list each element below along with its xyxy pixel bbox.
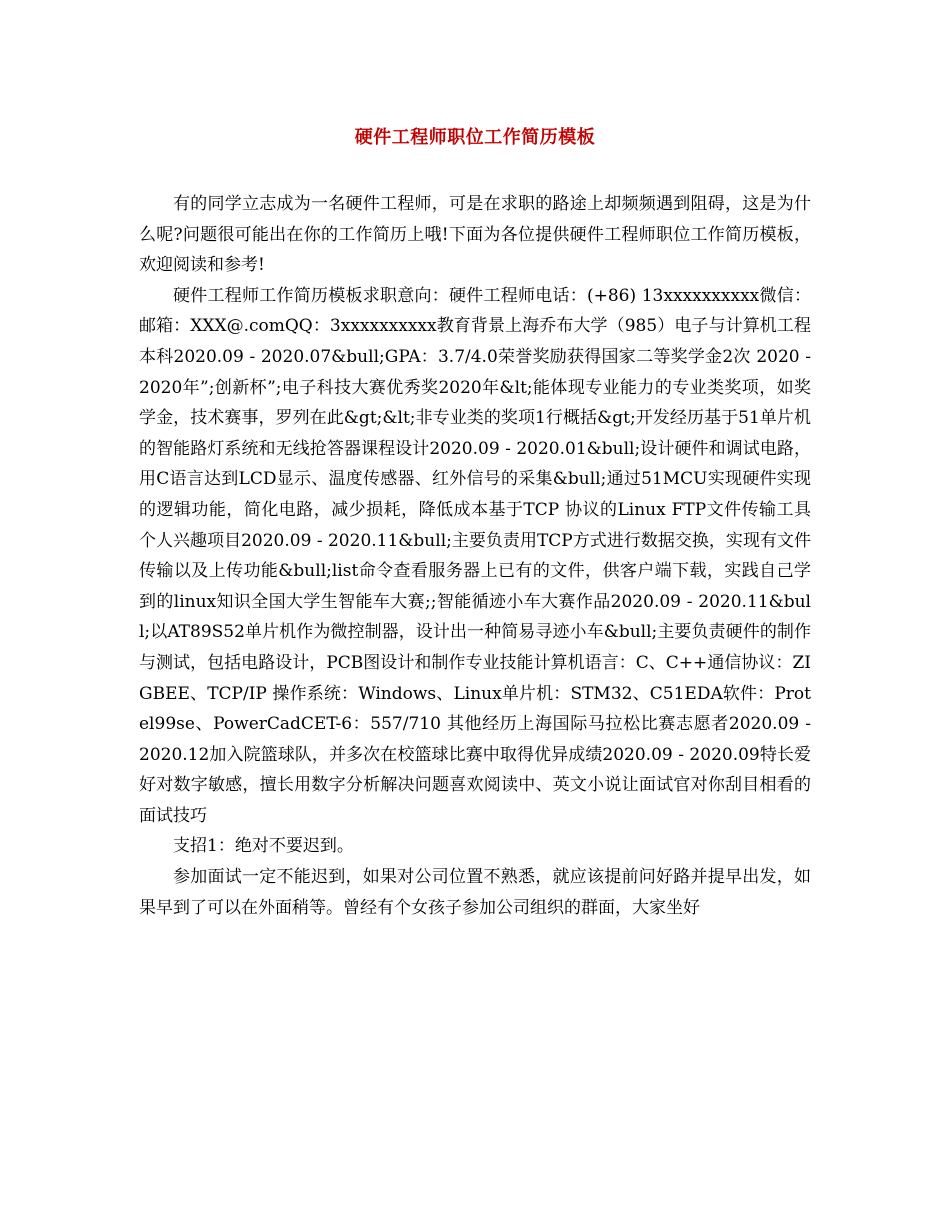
resume-template-paragraph: 硬件工程师工作简历模板求职意向：硬件工程师电话：(+86) 13xxxxxxxxxx微信：邮箱：XXX@.comQQ：3xxxxxxxxxx教育背景上海乔布大学（985）电子与计算机工程本科2020.09 - 2020.07&bull;GPA：3.7/4.0荣誉奖励获得国家二等奖学金2次 2020 - 2020年”;创新杯”;电子科技大赛优秀奖2020年&lt;能体现专业能力的专业类奖项，如奖学金，技术赛事，罗列在此&gt;&lt;非专业类的奖项1行概括&gt;开发经历基于51单片机的智能路灯系统和无线抢答器课程设计2020.09 - 2020.01&bull;设计硬件和调试电路，用C语言达到LCD显示、温度传感器、红外信号的采集&bull;通过51MCU实现硬件实现的逻辑功能，简化电路，减少损耗，降低成本基于TCP 协议的Linux FTP文件传输工具个人兴趣项目2020.09 - 2020.11&bull;主要负责用TCP方式进行数据交换，实现有文件传输以及上传功能&bull;list命令查看服务器上已有的文件，供客户端下载，实践自己学到的linux知识全国大学生智能车大赛;;智能循迹小车大赛作品2020.09 - 2020.11&bull;以AT89S52单片机作为微控制器，设计出一种简易寻迹小车&bull;主要负责硬件的制作与测试，包括电路设计，PCB图设计和制作专业技能计算机语言：C、C++通信协议：ZIGBEE、TCP/IP 操作系统：Windows、Linux单片机：STM32、C51EDA软件：Protel99se、PowerCadCET-6：557/710 其他经历上海国际马拉松比赛志愿者2020.09 - 2020.12加入院篮球队，并多次在校篮球比赛中取得优异成绩2020.09 - 2020.09特长爱好对数字敏感，擅长用数字分析解决问题喜欢阅读中、英文小说让面试官对你刮目相看的面试技巧 xyxy=(139,285,811,826)
document-body xyxy=(139,189,811,923)
tip-heading-paragraph: 支招1：绝对不要迟到。 xyxy=(173,836,354,857)
intro-paragraph: 有的同学立志成为一名硬件工程师，可是在求职的路途上却频频遇到阻碍，这是为什么呢?问题很可能出在你的工作简历上哦!下面为各位提供硬件工程师职位工作简历模板，欢迎阅读和参考! xyxy=(139,194,811,276)
page-title: 硬件工程师职位工作简历模板 xyxy=(354,127,596,148)
tip-detail-paragraph: 参加面试一定不能迟到，如果对公司位置不熟悉，就应该提前问好路并提早出发，如果早到了可以在外面稍等。曾经有个女孩子参加公司组织的群面，大家坐好 xyxy=(139,867,811,918)
